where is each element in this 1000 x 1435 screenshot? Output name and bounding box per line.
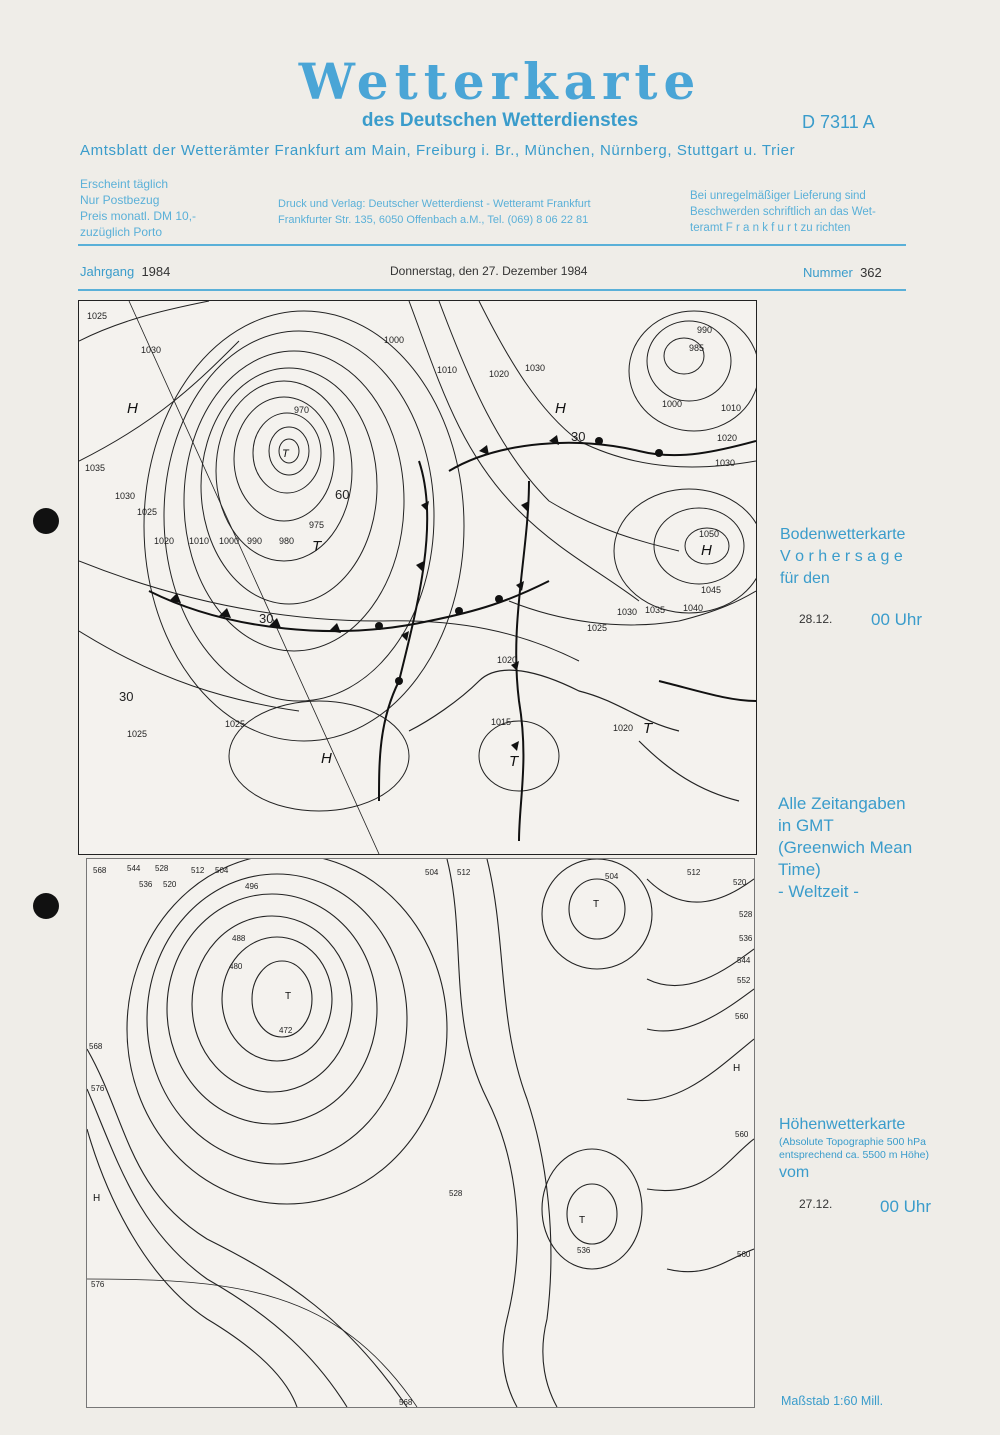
contour-label: 512 (457, 868, 471, 877)
high-pressure-center: H (701, 542, 712, 559)
high-pressure-center: H (555, 400, 566, 417)
info-line: Beschwerden schriftlich an das Wet- (690, 206, 876, 218)
nummer (803, 265, 882, 280)
punch-hole (33, 893, 59, 919)
info-line: Bei unregelmäßiger Lieferung sind (690, 190, 866, 202)
isobar-label: 1000 (219, 536, 240, 546)
caption-sub: (Absolute Topographie 500 hPa (779, 1136, 926, 1148)
caption-line: Bodenwetterkarte (780, 526, 906, 543)
wind-label: 30 (119, 689, 134, 704)
info-line: Druck und Verlag: Deutscher Wetterdienst - Wetteramt Frankfurt (278, 198, 591, 210)
isobar-label: 1025 (587, 623, 608, 633)
divider-bottom (78, 289, 906, 291)
isobar-label: 990 (697, 325, 713, 335)
isobar-label: 985 (689, 343, 705, 353)
wind-label: 60 (335, 487, 350, 502)
isobar-label: 1020 (497, 655, 518, 665)
caption-line: V o r h e r s a g e (780, 548, 903, 565)
isobar-label: 1040 (683, 603, 704, 613)
contour-label: 576 (91, 1280, 105, 1289)
upper-air-map (86, 858, 755, 1408)
caption-line: für den (780, 570, 830, 587)
info-line: teramt F r a n k f u r t zu richten (690, 222, 851, 234)
high-center: H (93, 1193, 101, 1204)
contour-label: 528 (449, 1189, 463, 1198)
masthead-subtitle: des Deutschen Wetterdienstes (361, 110, 639, 131)
contour-label: 504 (605, 872, 619, 881)
surface-map-date: 28.12. (799, 612, 833, 626)
isobar-label: 1015 (491, 717, 512, 727)
contour-label: 480 (229, 962, 243, 971)
contour-label: 576 (91, 1084, 105, 1093)
isobar-label: 1010 (721, 403, 742, 413)
masthead-title: Wetterkarte (298, 52, 702, 111)
isobar-label: 1030 (525, 363, 546, 373)
gmt-line: in GMT (778, 816, 834, 835)
contour-label: 536 (577, 1246, 591, 1255)
high-center: H (733, 1063, 741, 1074)
isobar-label: 1025 (137, 507, 158, 517)
isobar-label: 1030 (715, 458, 736, 468)
low-pressure-center: T (312, 538, 322, 555)
high-pressure-center: H (127, 400, 138, 417)
nummer-label: Nummer (803, 265, 853, 280)
contour-label: 512 (191, 866, 205, 875)
low-pressure-center: T (643, 720, 653, 737)
isobar-label: 990 (247, 536, 263, 546)
isobar-label: 1010 (189, 536, 210, 546)
contour-label: 560 (735, 1130, 749, 1139)
upper-map-caption (779, 1114, 929, 1184)
subscription-info (80, 176, 196, 240)
info-line: zuzüglich Porto (80, 225, 163, 239)
low-pressure-center: T (509, 753, 519, 770)
jahrgang-value: 1984 (141, 264, 171, 279)
isobar-label: 1020 (613, 723, 634, 733)
upper-map-date: 27.12. (799, 1197, 833, 1211)
isobar-label: 1000 (662, 399, 683, 409)
isobar-label: 1010 (437, 365, 458, 375)
isobar-label: 1020 (489, 369, 510, 379)
jahrgang (80, 264, 170, 279)
contour-label: 504 (425, 868, 439, 877)
nummer-value: 362 (860, 265, 882, 280)
low-center: T (285, 991, 292, 1002)
high-pressure-center: H (321, 750, 332, 767)
isobar-label: 1030 (617, 607, 638, 617)
low-center: T (593, 899, 600, 910)
jahrgang-label: Jahrgang (80, 264, 135, 279)
contour-label: 560 (735, 1012, 749, 1021)
isobar-label: 1020 (154, 536, 175, 546)
info-line: Frankfurter Str. 135, 6050 Offenbach a.M., Tel. (069) 8 06 22 81 (278, 214, 589, 226)
gmt-note (778, 793, 912, 903)
isobar-label: 1030 (115, 491, 136, 501)
wind-label: 30 (571, 429, 586, 444)
amtsblatt-line: Amtsblatt der Wetterämter Frankfurt am Main, Freiburg i. Br., München, Nürnberg, Stuttgart u. Trier (80, 142, 796, 159)
contour-label: 568 (93, 866, 107, 875)
contour-label: 552 (737, 976, 751, 985)
contour-label: 568 (89, 1042, 103, 1051)
surface-map-svg (79, 301, 756, 854)
contour-label: 536 (139, 880, 153, 889)
caption-sub: entsprechend ca. 5500 m Höhe) (779, 1149, 930, 1161)
contour-label: 488 (232, 934, 246, 943)
map-scale: Maßstab 1:60 Mill. (781, 1394, 884, 1408)
contour-label: 568 (399, 1398, 413, 1407)
complaint-info (690, 188, 876, 236)
divider-top (78, 244, 906, 246)
surface-map-caption (780, 524, 905, 590)
isobar-label: 1025 (87, 311, 108, 321)
contour-label: 536 (739, 934, 753, 943)
gmt-line: - Weltzeit - (778, 882, 859, 901)
isobar-label: 970 (294, 405, 310, 415)
isobar-label: 1030 (141, 345, 162, 355)
isobar-label: 1035 (85, 463, 106, 473)
low-pressure-center: T (282, 448, 289, 460)
isobar-label: 1000 (384, 335, 405, 345)
punch-hole (33, 508, 59, 534)
gmt-line: (Greenwich Mean (778, 838, 913, 857)
contour-label: 520 (163, 880, 177, 889)
info-line: Preis monatl. DM 10,- (80, 209, 197, 223)
document-code: D 7311 A (802, 112, 875, 132)
contour-label: 544 (737, 956, 751, 965)
contour-label: 528 (739, 910, 753, 919)
contour-label: 472 (279, 1026, 293, 1035)
issue-date: Donnerstag, den 27. Dezember 1984 (390, 264, 588, 278)
surface-weather-map (78, 300, 757, 855)
wind-label: 30 (259, 611, 274, 626)
gmt-line: Time) (778, 860, 821, 879)
info-line: Nur Postbezug (80, 193, 160, 207)
isobar-label: 1035 (645, 605, 666, 615)
publisher-info (278, 196, 591, 228)
info-line: Erscheint täglich (80, 177, 169, 191)
surface-map-time: 00 Uhr (871, 610, 923, 629)
low-center: T (579, 1215, 586, 1226)
contour-label: 504 (215, 866, 229, 875)
isobar-label: 1020 (717, 433, 738, 443)
upper-map-time: 00 Uhr (880, 1197, 932, 1216)
isobar-label: 975 (309, 520, 325, 530)
gmt-line: Alle Zeitangaben (778, 794, 906, 813)
contour-label: 512 (687, 868, 701, 877)
isobar-label: 1045 (701, 585, 722, 595)
caption-vom: vom (779, 1164, 810, 1181)
contour-label: 528 (155, 864, 169, 873)
contour-label: 560 (737, 1250, 751, 1259)
isobar-label: 1050 (699, 529, 720, 539)
contour-label: 520 (733, 878, 747, 887)
upper-map-svg (87, 859, 754, 1407)
contour-label: 496 (245, 882, 259, 891)
isobar-label: 1025 (127, 729, 148, 739)
contour-label: 544 (127, 864, 141, 873)
isobar-label: 1025 (225, 719, 246, 729)
isobar-label: 980 (279, 536, 295, 546)
caption-title: Höhenwetterkarte (779, 1116, 906, 1133)
